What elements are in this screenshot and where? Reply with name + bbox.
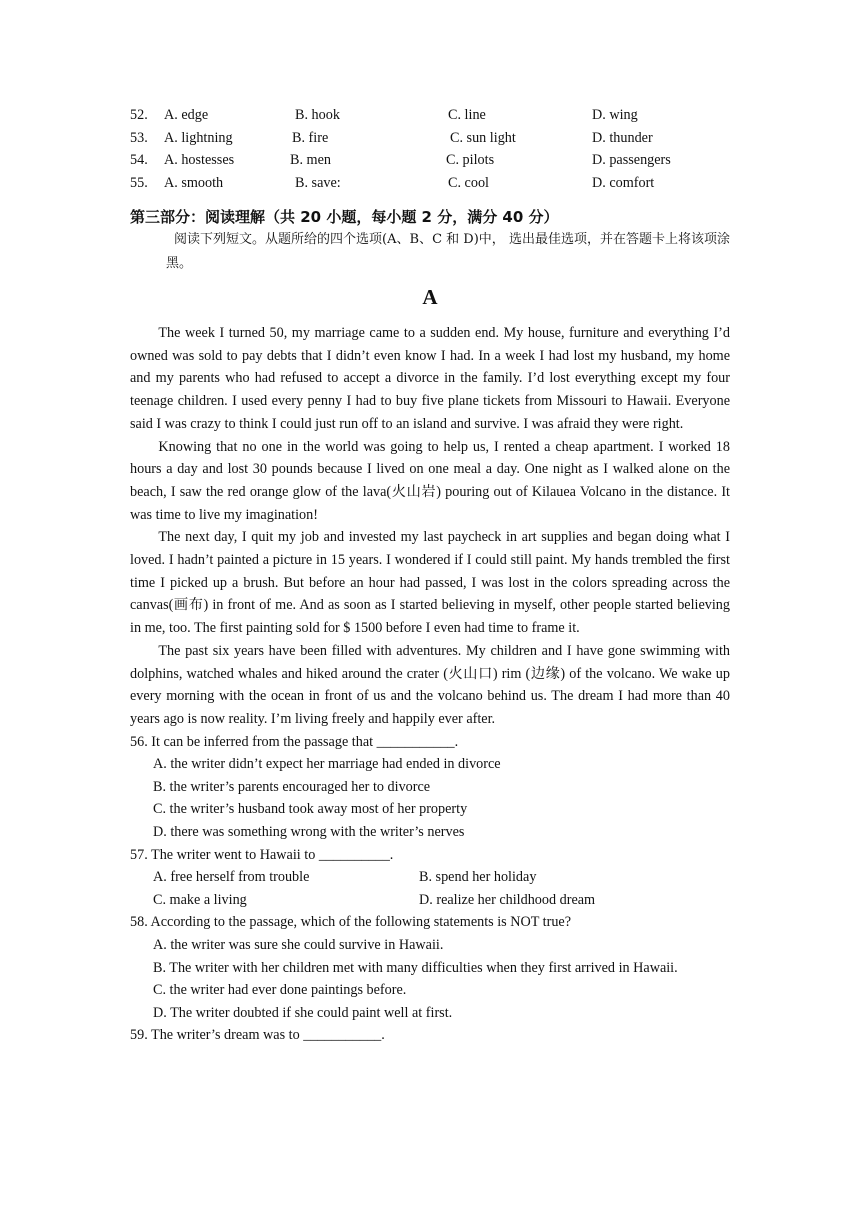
question-58-option-c: C. the writer had ever done paintings before. — [153, 982, 407, 999]
option-d: D. comfort — [592, 174, 655, 191]
option-a: A. hostesses — [164, 152, 235, 168]
options-block — [130, 104, 730, 194]
question-57-option-c: C. make a living — [153, 891, 247, 908]
option-b: B. fire — [292, 129, 329, 146]
option-a: A. lightning — [164, 129, 233, 146]
question-57-row-2 — [153, 889, 730, 912]
question-56-option-a: A. the writer didn’t expect her marriage had ended in divorce — [153, 756, 501, 773]
question-56-option-d: D. there was something wrong with the writer’s nerves — [153, 824, 465, 841]
question-number: 52. — [130, 107, 148, 123]
option-b: B. men — [290, 152, 331, 168]
question-56-stem: 56. It can be inferred from the passage that ___________. — [130, 733, 459, 750]
option-b: B. hook — [295, 107, 340, 123]
question-56-option-c: C. the writer’s husband took away most of her property — [153, 801, 468, 818]
option-a: A. smooth — [164, 174, 224, 191]
option-c: C. pilots — [446, 152, 495, 168]
question-57-row-1 — [153, 866, 730, 889]
question-58-stem: 58. According to the passage, which of the following statements is NOT true? — [130, 914, 572, 931]
passage-title: A — [422, 285, 438, 309]
question-58-option-a: A. the writer was sure she could survive in Hawaii. — [153, 937, 444, 953]
question-number: 55. — [130, 174, 148, 191]
option-row-52 — [130, 104, 730, 127]
option-b: B. save: — [295, 174, 341, 191]
option-d: D. wing — [592, 107, 638, 123]
section-title: 第三部分：阅读理解（共 20 小题，每小题 2 分，满分 40 分） — [130, 208, 559, 226]
option-row-53 — [130, 127, 730, 150]
passage-paragraph: The past six years have been filled with adventures. My children and I have gone swimming with dolphins, watched whales and hiked around the crater (火山口) rim (边缘) of the volcano. We wake up every morning with the ocean in front of us and the volcano behind us. The dream I had more than 40 years ago is now reality. I’m living freely and happily ever after. — [130, 642, 730, 727]
question-58-option-b: B. The writer with her children met with many difficulties when they first arrived in Hawaii. — [153, 959, 678, 976]
passage-paragraph: Knowing that no one in the world was going to help us, I rented a cheap apartment. I worked 18 hours a day and lost 30 pounds because I lived on one meal a day. One night as I walked alone on the beach, I saw the red orange glow of the lava(火山岩) pouring out of Kilauea Volcano in the distance. It was time to live my imagination! — [130, 438, 730, 523]
option-c: C. line — [448, 107, 486, 123]
option-a: A. edge — [164, 107, 209, 123]
passage-paragraph: The week I turned 50, my marriage came to a sudden end. My house, furniture and everything I’d owned was sold to pay debts that I didn’t even know I had. In a week I had lost my husband, my home and my parents who had refused to accept a divorce in the family. I’d lost everything except my four teenage children. I used every penny I had to buy five plane tickets from Missouri to Hawaii. Everyone said I was crazy to think I could just run off to an island and survive. I was afraid they were right. — [130, 325, 730, 432]
question-58-option-d: D. The writer doubted if she could paint well at first. — [153, 1004, 453, 1021]
option-d: D. thunder — [592, 129, 653, 146]
option-c: C. sun light — [450, 129, 516, 146]
option-c: C. cool — [448, 174, 489, 191]
question-59-stem: 59. The writer’s dream was to ___________. — [130, 1027, 385, 1044]
passage-paragraph: The next day, I quit my job and invested my last paycheck in art supplies and began doing what I loved. I hadn’t painted a picture in 15 years. I wondered if I could still paint. My hands trembled the first time I picked up a brush. But before an hour had passed, I was lost in the colors spreading across the canvas(画布) in front of me. And as soon as I started believing in myself, other people started believing in me, too. The first painting sold for $ 1500 before I even had time to frame it. — [130, 529, 730, 637]
option-d: D. passengers — [592, 152, 671, 168]
option-row-55 — [130, 172, 730, 195]
option-row-54 — [130, 149, 730, 172]
page-content — [130, 104, 730, 1047]
question-number: 54. — [130, 152, 148, 168]
section-instruction: 阅读下列短文。从题所给的四个选项(A、B、C 和 D)中， 选出最佳选项，并在答题卡上将该项涂黑。 — [166, 232, 730, 271]
question-57-option-a: A. free herself from trouble — [153, 869, 310, 886]
question-number: 53. — [130, 129, 148, 146]
question-57-option-b: B. spend her holiday — [419, 869, 537, 886]
question-57-option-d: D. realize her childhood dream — [419, 891, 596, 908]
question-57-stem: 57. The writer went to Hawaii to __________. — [130, 846, 394, 863]
question-56-option-b: B. the writer’s parents encouraged her to divorce — [153, 778, 431, 795]
